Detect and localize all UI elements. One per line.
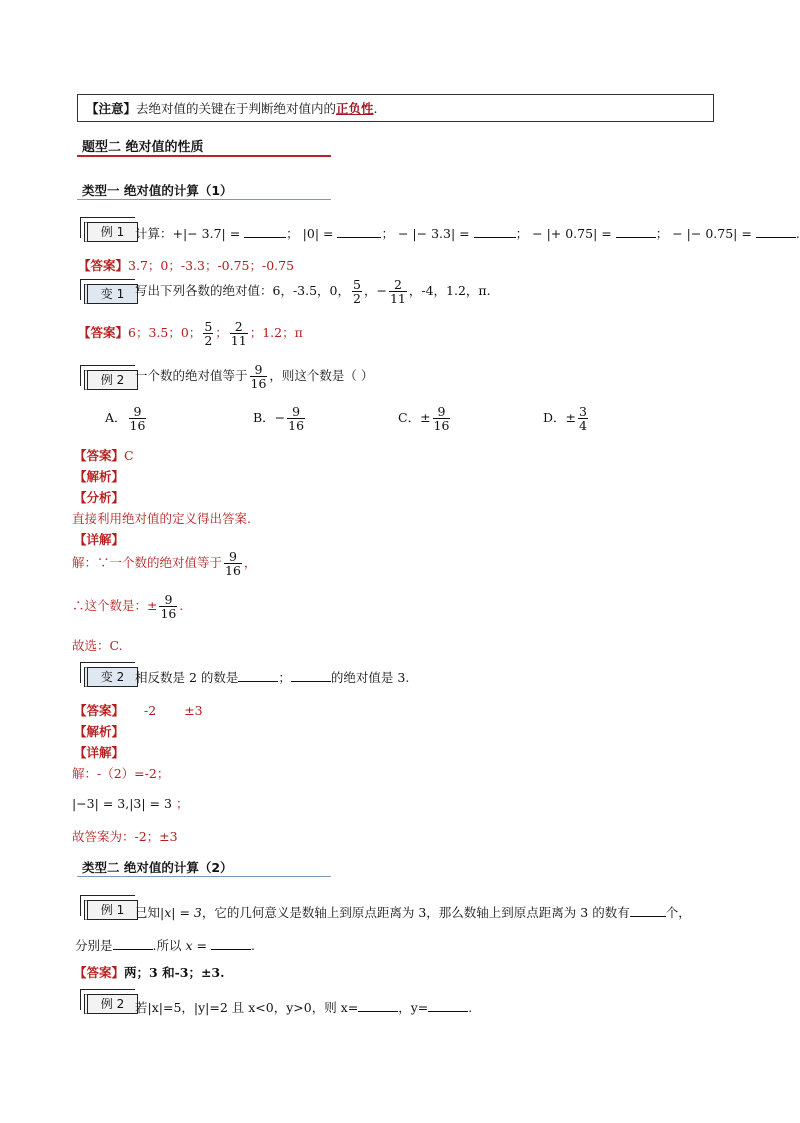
var1-answer: 【答案】6；3.5；0； $\frac{5}{2}$ ； $\frac{2}{11}$ ；1.2；π: [78, 319, 303, 348]
t2-ex1-label: 例 1: [84, 900, 138, 920]
t2-ex1-question-2: 分别是 .所以 x = .: [75, 938, 255, 953]
ex1-answer: 【答案】3.7；0；-3.3；-0.75；-0.75: [78, 258, 295, 273]
var2-question: 相反数是 2 的数是 ； 的绝对值是 3.: [135, 670, 410, 685]
ex2-jiexi: 【解析】: [74, 469, 125, 484]
ex2-sol1: 解：∵一个数的绝对值等于 $\frac{9}{16}$ ，: [72, 549, 257, 578]
ex2-option-b: B．− $\frac{9}{16}$: [253, 404, 305, 433]
ex2-xiangjie: 【详解】: [74, 532, 125, 547]
t2-ex1-question: 已知|x| = 3，它的几何意义是数轴上到原点距离为 3，那么数轴上到原点距离为 3 的数有 个，: [135, 905, 691, 920]
note-tail: .: [373, 101, 378, 116]
var2-label: 变 2: [84, 667, 138, 687]
section-rule: [77, 155, 331, 157]
var1-question: 写出下列各数的绝对值：6，-3.5，0， $\frac{5}{2}$ ，− $\frac{2}{11}$ ，-4，1.2，π.: [135, 277, 491, 306]
ex2-answer: 【答案】C: [74, 448, 134, 463]
var1-label: 变 1: [84, 284, 138, 304]
ex2-question: 一个数的绝对值等于 $\frac{9}{16}$ ，则这个数是（ ）: [135, 362, 374, 391]
t2-ex2-label: 例 2: [84, 994, 138, 1014]
var2-answer: 【答案】 -2 ±3: [74, 703, 203, 718]
t2-ex1-answer: 【答案】两；3 和-3；±3.: [74, 965, 225, 980]
var2-sol2: |−3| = 3,|3| = 3 ；: [72, 796, 189, 811]
section-title: 题型二 绝对值的性质: [82, 140, 204, 155]
ex1-question: 计算：+|− 3.7| = ； |0| = ； − |− 3.3| = ； − |+ 0.75| = ； − |− 0.75| = .: [135, 226, 800, 241]
ex2-sol2: ∴这个数是：± $\frac{9}{16}$ .: [72, 592, 184, 621]
ex2-label: 例 2: [84, 370, 138, 390]
ex2-option-c: C．± $\frac{9}{16}$: [398, 404, 450, 433]
var2-sol1: 解：-（2）=-2；: [72, 766, 170, 781]
ex1-label: 例 1: [84, 222, 138, 242]
note-box: [77, 94, 714, 122]
var2-xiangjie: 【详解】: [74, 745, 125, 760]
ex2-option-a: A． $\frac{9}{16}$: [105, 404, 146, 433]
ex2-sol3: 故选：C.: [72, 638, 123, 653]
type1-rule: [77, 199, 331, 200]
ex2-fenxi: 【分析】: [74, 490, 125, 505]
type2-rule: [77, 876, 331, 877]
type2-title: 类型二 绝对值的计算（2）: [82, 860, 233, 875]
ex2-option-d: D．± $\frac{3}{4}$: [543, 404, 587, 433]
note-text: 去绝对值的关键在于判断绝对值内的: [136, 101, 337, 116]
var2-jiexi: 【解析】: [74, 724, 125, 739]
ex2-fenxi-text: 直接利用绝对值的定义得出答案.: [72, 511, 251, 526]
note-emphasis: 正负性: [336, 101, 374, 116]
type1-title: 类型一 绝对值的计算（1）: [82, 183, 233, 198]
t2-ex2-question: 若|x|=5，|y|=2 且 x<0，y>0，则 x= ，y= .: [135, 1000, 473, 1015]
var2-sol3: 故答案为：-2；±3: [72, 829, 178, 844]
note-tag: 【注意】: [86, 101, 137, 116]
